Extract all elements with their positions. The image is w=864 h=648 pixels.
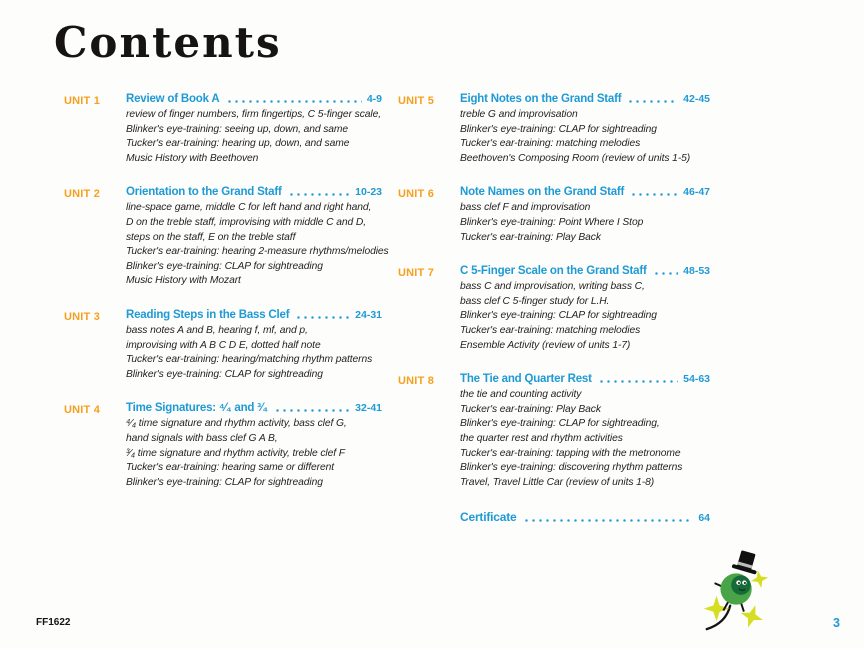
unit-page-range: 10-23: [355, 186, 382, 199]
toc-unit: [64, 93, 382, 166]
unit-detail-line: the quarter rest and rhythm activities: [460, 432, 623, 444]
unit-detail-line: Tucker's ear-training: hearing up, down, and same: [126, 138, 350, 150]
toc-unit: [398, 373, 710, 490]
unit-detail-line: Tucker's ear-training: hearing 2-measure rhythms/melodies: [126, 246, 389, 258]
dotted-leader: [295, 316, 350, 319]
dotted-leader: [523, 519, 694, 522]
page-title: Contents: [54, 18, 282, 67]
dotted-leader: [627, 100, 678, 103]
certificate-title-row: [460, 510, 710, 524]
unit-detail-line: ³⁄₄ time signature and rhythm activity, treble clef F: [126, 447, 345, 459]
unit-details: [126, 108, 382, 166]
unit-detail-line: Blinker's eye-training: CLAP for sightreading,: [460, 418, 660, 430]
unit-detail-line: Tucker's ear-training: tapping with the metronome: [460, 447, 681, 459]
dotted-leader: [288, 193, 351, 196]
unit-label: UNIT 1: [64, 95, 101, 107]
unit-detail-line: improvising with A B C D E, dotted half note: [126, 339, 321, 351]
unit-details: [126, 324, 382, 382]
unit-detail-line: Tucker's ear-training: Play Back: [460, 403, 601, 415]
unit-details: [126, 201, 389, 289]
unit-title: C 5-Finger Scale on the Grand Staff: [460, 265, 647, 278]
unit-title: Orientation to the Grand Staff: [126, 186, 282, 199]
unit-detail-line: review of finger numbers, firm fingertips, C 5-finger scale,: [126, 109, 381, 120]
unit-detail-line: Ensemble Activity (review of units 1-7): [460, 339, 631, 351]
unit-detail-line: bass notes A and B, hearing f, mf, and p,: [126, 324, 308, 336]
mascot-illustration: [695, 546, 783, 634]
footer-page-number: 3: [833, 616, 840, 630]
unit-label: UNIT 2: [64, 188, 101, 201]
unit-detail-line: Blinker's eye-training: CLAP for sightreading: [126, 476, 323, 488]
dotted-leader: [630, 193, 678, 196]
unit-detail-line: bass C and improvisation, writing bass C,: [460, 281, 645, 293]
unit-title-row: [460, 373, 710, 385]
unit-title-row: [126, 186, 382, 198]
unit-title-row: [460, 265, 710, 277]
dotted-leader: [274, 409, 350, 412]
unit-label: UNIT 6: [398, 188, 435, 201]
footer-product-code: FF1622: [36, 617, 71, 628]
unit-detail-line: bass clef F and improvisation: [460, 202, 591, 214]
unit-details: [460, 108, 710, 166]
unit-detail-line: Blinker's eye-training: CLAP for sightreading: [460, 310, 657, 322]
unit-title: The Tie and Quarter Rest: [460, 373, 592, 386]
unit-label: UNIT 4: [64, 404, 101, 417]
unit-detail-line: Tucker's ear-training: Play Back: [460, 231, 601, 243]
unit-detail-line: Music History with Beethoven: [126, 152, 259, 164]
unit-label: UNIT 3: [64, 310, 101, 323]
unit-detail-line: Tucker's ear-training: matching melodies: [460, 138, 641, 150]
toc-column-right: [398, 93, 710, 524]
unit-title-row: [460, 186, 710, 198]
unit-detail-line: Blinker's eye-training: discovering rhythm patterns: [460, 462, 683, 474]
unit-label: UNIT 7: [398, 267, 435, 280]
unit-label: UNIT 8: [398, 375, 435, 388]
toc-unit: [398, 93, 710, 166]
toc-column-left: [64, 93, 389, 490]
certificate-label-spacer: [398, 510, 450, 524]
unit-page-range: 32-41: [355, 402, 382, 415]
unit-title: Note Names on the Grand Staff: [460, 186, 625, 199]
unit-details: [460, 201, 710, 245]
unit-detail-line: Blinker's eye-training: CLAP for sightreading: [460, 123, 657, 135]
certificate-title: Certificate: [460, 510, 517, 525]
unit-detail-line: Music History with Mozart: [126, 275, 241, 287]
unit-title: Time Signatures: ⁴⁄₄ and ³⁄₄: [126, 402, 268, 415]
unit-title-row: [126, 93, 382, 105]
unit-detail-line: Tucker's ear-training: hearing/matching rhythm patterns: [126, 354, 373, 366]
unit-detail-line: Travel, Travel Little Car (review of units 1-8): [460, 476, 655, 488]
unit-detail-line: Blinker's eye-training: Point Where I Stop: [460, 216, 644, 228]
unit-detail-line: line-space game, middle C for left hand and right hand,: [126, 202, 372, 214]
unit-page-range: 24-31: [355, 308, 382, 321]
unit-title: Reading Steps in the Bass Clef: [126, 308, 290, 321]
dotted-leader: [598, 380, 678, 383]
unit-title: Review of Book A: [126, 93, 220, 105]
dotted-leader: [653, 272, 679, 275]
unit-details: [126, 417, 382, 490]
unit-title-row: [460, 93, 710, 105]
unit-page-range: 42-45: [683, 93, 710, 105]
certificate-page-number: 64: [698, 512, 710, 525]
unit-title-row: [126, 309, 382, 321]
unit-detail-line: the tie and counting activity: [460, 389, 582, 401]
unit-page-range: 54-63: [683, 373, 710, 386]
unit-detail-line: hand signals with bass clef G A B,: [126, 432, 278, 444]
toc-unit: [64, 402, 382, 490]
unit-detail-line: bass clef C 5-finger study for L.H.: [460, 295, 610, 307]
unit-detail-line: Blinker's eye-training: CLAP for sightreading: [126, 368, 323, 380]
unit-label: UNIT 5: [398, 95, 435, 107]
unit-detail-line: steps on the staff, E on the treble staff: [126, 231, 296, 243]
unit-page-range: 4-9: [366, 93, 382, 105]
toc-unit: [64, 186, 389, 289]
unit-details: [460, 388, 710, 490]
unit-detail-line: Blinker's eye-training: seeing up, down, and same: [126, 123, 349, 135]
unit-detail-line: Blinker's eye-training: CLAP for sightreading: [126, 260, 323, 272]
toc-unit: [398, 186, 710, 245]
unit-title-row: [126, 402, 382, 414]
unit-detail-line: ⁴⁄₄ time signature and rhythm activity, bass clef G,: [126, 418, 347, 430]
unit-detail-line: D on the treble staff, improvising with middle C and D,: [126, 216, 367, 228]
toc-unit: [398, 265, 710, 353]
unit-title: Eight Notes on the Grand Staff: [460, 93, 622, 105]
unit-page-range: 46-47: [683, 186, 710, 199]
dotted-leader: [226, 100, 362, 103]
unit-detail-line: treble G and improvisation: [460, 109, 578, 120]
unit-detail-line: Tucker's ear-training: matching melodies: [460, 324, 641, 336]
unit-detail-line: Beethoven's Composing Room (review of units 1-5): [460, 152, 691, 164]
toc-unit: [64, 309, 382, 382]
unit-page-range: 48-53: [683, 265, 710, 278]
unit-detail-line: Tucker's ear-training: hearing same or different: [126, 462, 334, 474]
unit-details: [460, 280, 710, 353]
certificate-row: [398, 510, 710, 524]
